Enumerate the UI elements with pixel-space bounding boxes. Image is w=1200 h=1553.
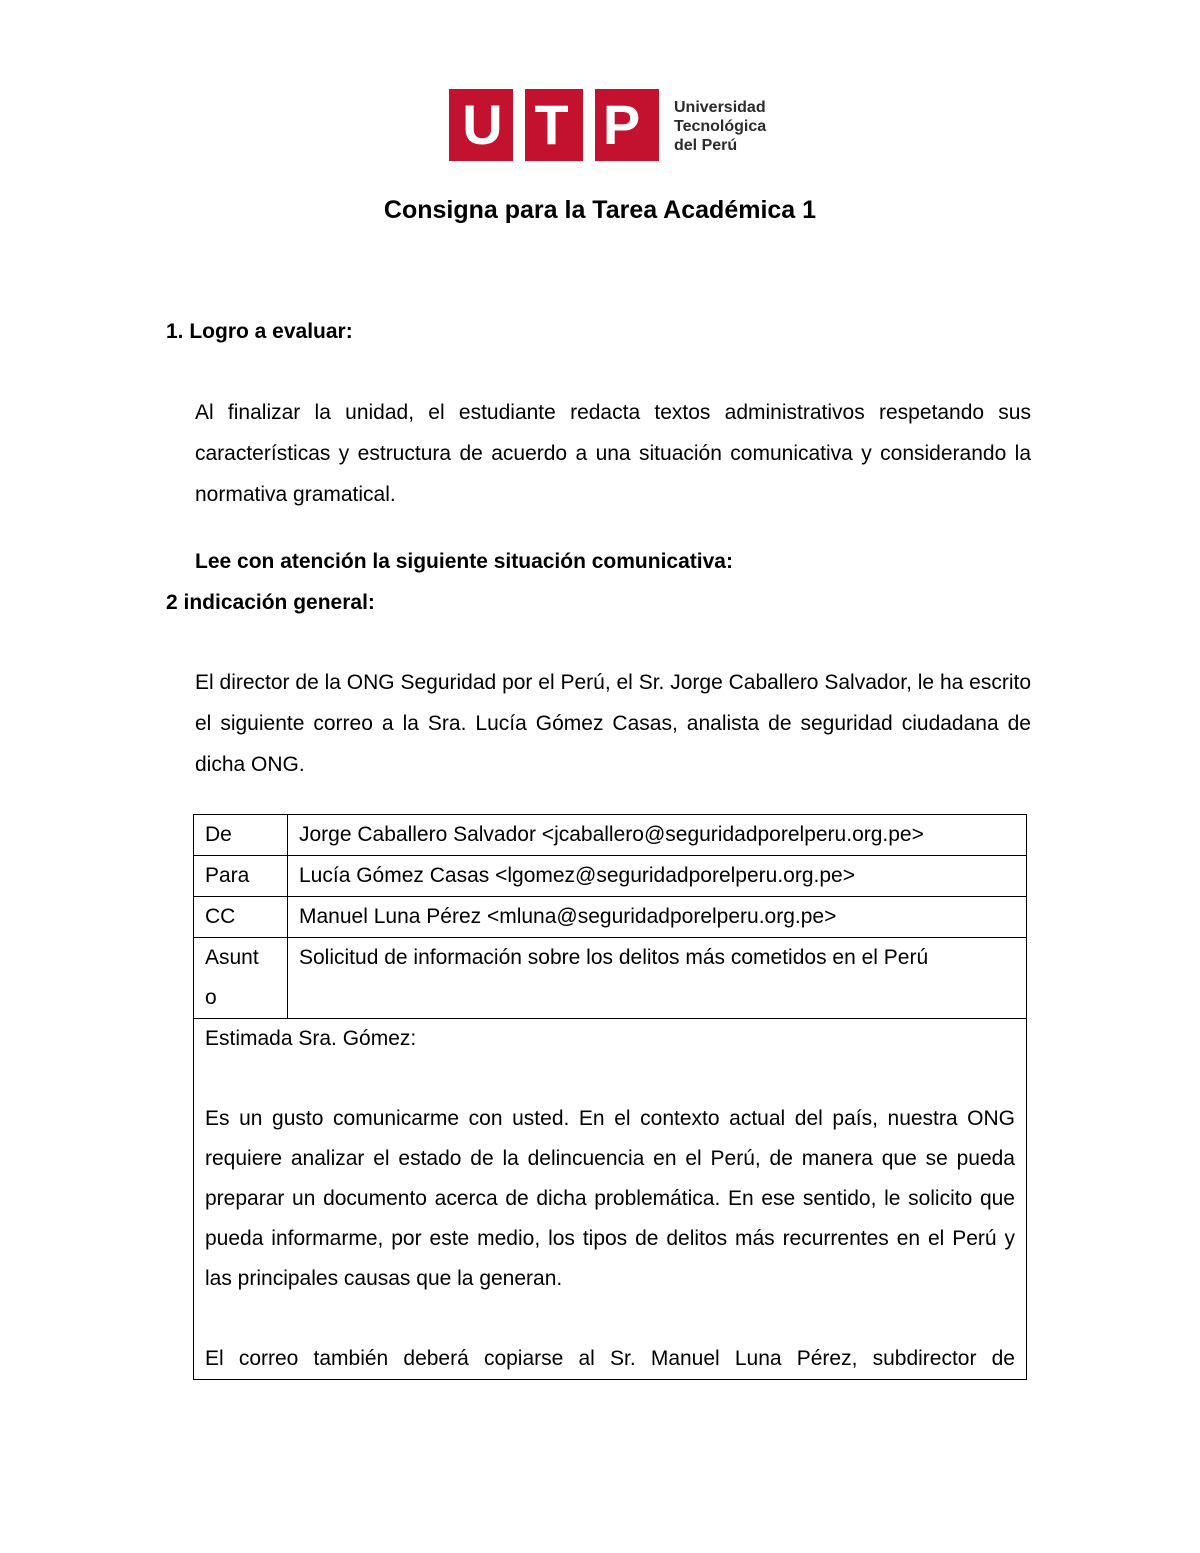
section-1-heading: 1. Logro a evaluar:: [166, 320, 353, 343]
logo-line-2: Tecnológica: [674, 118, 767, 135]
logo-letter-u: U: [462, 93, 503, 156]
logo-wordmark: [674, 98, 766, 155]
email-row-from: [194, 815, 1027, 856]
logo-line-1: Universidad: [674, 99, 766, 116]
subject-label: Asunt o: [194, 938, 288, 1019]
logo-letter-p: P: [602, 93, 641, 156]
email-body: [194, 1019, 1027, 1380]
to-value: Lucía Gómez Casas <lgomez@seguridadporelperu.org.pe>: [288, 856, 1027, 897]
email-row-to: [194, 856, 1027, 897]
email-body-paragraph-1: Es un gusto comunicarme con usted. En el contexto actual del país, nuestra ONG requiere analizar el estado de la delincuencia en el Perú, de manera que se pueda preparar un documento acerca de dicha problemática. En ese sentido, le solicito que pueda informarme, por este medio, los tipos de delitos más recurrentes en el Perú y las principales causas que la generan.: [205, 1107, 1015, 1290]
section-2-heading: 2 indicación general:: [166, 591, 375, 614]
email-table: [193, 814, 1027, 1380]
email-row-subject: [194, 938, 1027, 1019]
logo-line-3: del Perú: [674, 137, 738, 154]
section-1-paragraph: Al finalizar la unidad, el estudiante redacta textos administrativos respetando sus características y estructura de acuerdo a una situación comunicativa y considerando la normativa gramatical.: [195, 401, 1031, 506]
email-greeting: Estimada Sra. Gómez:: [205, 1027, 417, 1050]
logo-letter-t: T: [534, 93, 569, 156]
email-row-body: [194, 1019, 1027, 1380]
section-2-paragraph: El director de la ONG Seguridad por el Perú, el Sr. Jorge Caballero Salvador, le ha escrito el siguiente correo a la Sra. Lucía Gómez Casas, analista de seguridad ciudadana de dicha ONG.: [195, 671, 1031, 776]
cc-label: CC: [194, 897, 288, 938]
document-title: Consigna para la Tarea Académica 1: [383, 196, 817, 224]
from-label: De: [194, 815, 288, 856]
subject-value: Solicitud de información sobre los delitos más cometidos en el Perú: [288, 938, 1027, 1019]
cc-value: Manuel Luna Pérez <mluna@seguridadporelperu.org.pe>: [288, 897, 1027, 938]
instruction-heading: Lee con atención la siguiente situación comunicativa:: [195, 550, 733, 573]
utp-logo: [449, 89, 779, 161]
to-label: Para: [194, 856, 288, 897]
from-value: Jorge Caballero Salvador <jcaballero@seguridadporelperu.org.pe>: [288, 815, 1027, 856]
email-body-paragraph-2: El correo también deberá copiarse al Sr. Manuel Luna Pérez, subdirector de: [205, 1347, 1015, 1370]
email-row-cc: [194, 897, 1027, 938]
